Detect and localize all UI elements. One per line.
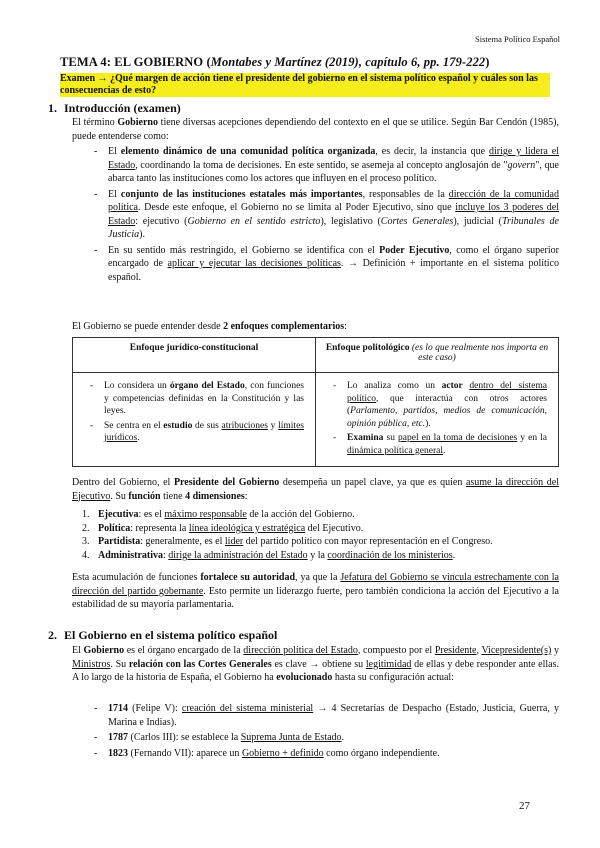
list-item: - Se centra en el estudio de sus atribuciones y límites jurídicos. (88, 420, 304, 445)
list-item: - Lo analiza como un actor dentro del sistema político, que interactúa con otros actores (Parlamento, partidos, medios de comunicación, opinión pública, etc.). (331, 380, 547, 430)
list-item: 2. Política: representa la línea ideológica y estratégica del Ejecutivo. (82, 522, 364, 534)
intro-paragraph: El término Gobierno tiene diversas acepciones dependiendo del contexto en el que se utilice. Según Bar Cendón (1985), puede entenderse como: (72, 117, 559, 142)
table-cell-politologico (316, 373, 559, 467)
list-item: - Lo considera un órgano del Estado, con funciones y competencias definidas en la Constitución y las leyes. (88, 380, 304, 418)
list-item: - Examina su papel en la toma de decisiones y en la dinámica política general. (331, 432, 547, 457)
section-1-heading: 1. Introducción (examen) (48, 101, 181, 115)
section-2-heading: 2. El Gobierno en el sistema político español (48, 628, 278, 642)
list-item: 3. Partidista: generalmente, es el líder del partido político con mayor representación en el Congreso. (82, 536, 493, 548)
list-item: - 1823 (Fernando VII): aparece un Gobierno + definido como órgano independiente. (94, 747, 559, 761)
enfoques-table (72, 337, 559, 467)
table-header-juridico: Enfoque jurídico-constitucional (73, 338, 316, 373)
list-item: - 1787 (Carlos III): se establece la Suprema Junta de Estado. (94, 731, 559, 745)
list-item: 1. Ejecutiva: es el máximo responsable de la acción del Gobierno. (82, 509, 355, 520)
history-list (94, 702, 559, 762)
page-number: 27 (519, 800, 530, 812)
acumulacion-paragraph: Esta acumulación de funciones fortalece su autoridad, ya que la Jefatura del Gobierno se vincula estrechamente con la dirección del partido gobernante. Esto permite un liderazgo fuerte, pero también condiciona la acción del Ejecutivo a la estabilidad de su mayoría parlamentaria. (72, 572, 559, 610)
table-cell-juridico (73, 373, 316, 467)
dimensions-list (82, 508, 552, 562)
list-item: - 1714 (Felipe V): creación del sistema ministerial → 4 Secretarías de Despacho (Estado, Justicia, Guerra, y Marina e Indias). (94, 702, 559, 729)
presidente-paragraph: Dentro del Gobierno, el Presidente del Gobierno desempeña un papel clave, ya que es quien asume la dirección del Ejecutivo. Su función tiene 4 dimensiones: (72, 477, 559, 502)
list-item: - En su sentido más restringido, el Gobierno se identifica con el Poder Ejecutivo, como el órgano superior encargado de aplicar y ejecutar las decisiones políticas. → Definición + importante en el sistema político español. (94, 244, 559, 285)
enfoques-intro: El Gobierno se puede entender desde 2 enfoques complementarios: (72, 321, 347, 332)
list-item: - El elemento dinámico de una comunidad política organizada, es decir, la instancia que dirige y lidera el Estado, coordinando la toma de decisiones. En este sentido, se asemeja al concepto anglosajón de "govern", que abarca tanto las instituciones como los actores que influyen en el proceso político. (94, 145, 559, 186)
chapter-title: TEMA 4: EL GOBIERNO (Montabes y Martínez (2019), capítulo 6, pp. 179-222) (60, 55, 490, 69)
list-item: 4. Administrativa: dirige la administración del Estado y la coordinación de los ministerios. (82, 549, 456, 561)
table-header-politologico: Enfoque politológico (es lo que realmente nos importa en este caso) (316, 338, 559, 373)
running-header: Sistema Político Español (475, 34, 560, 44)
list-item: - El conjunto de las instituciones estatales más importantes, responsables de la dirección de la comunidad política. Desde este enfoque, el Gobierno no se limita al Poder Ejecutivo, sino que incluye los 3 poderes del Estado: ejecutivo (Gobierno en el sentido estricto), legislativo (Cortes Generales), judicial (Tribunales de Justicia). (94, 188, 559, 242)
gobierno-paragraph: El Gobierno es el órgano encargado de la dirección política del Estado, compuesto por el Presidente, Vicepresidente(s) y Ministros. Su relación con las Cortes Generales es clave → obtiene su legitimidad de ellas y debe responder ante ellas. A lo largo de la historia de España, el Gobierno ha evolucionado hasta su configuración actual: (72, 645, 560, 683)
exam-question-highlight: Examen → ¿Qué margen de acción tiene el presidente del gobierno en el sistema político español y cuáles son las consecuencias de esto? (60, 73, 550, 97)
gobierno-definitions-list (94, 145, 559, 286)
